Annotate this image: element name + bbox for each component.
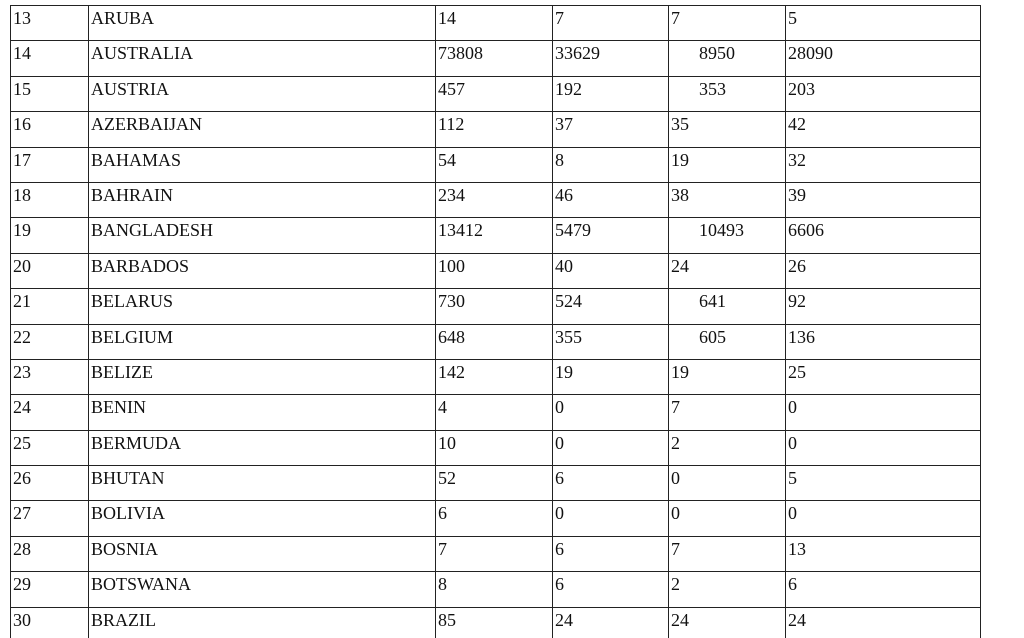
country-name-cell: ARUBA	[89, 6, 436, 41]
value-4-cell: 5	[786, 6, 981, 41]
country-name-cell: BOTSWANA	[89, 572, 436, 607]
value-4-cell: 13	[786, 536, 981, 571]
country-name-cell: BRAZIL	[89, 607, 436, 638]
value-3-cell: 8950	[669, 41, 786, 76]
value-2-cell: 8	[553, 147, 669, 182]
table-row	[11, 253, 981, 288]
row-number-cell: 17	[11, 147, 89, 182]
table-row	[11, 76, 981, 111]
value-4-cell: 39	[786, 182, 981, 217]
value-3-cell: 353	[669, 76, 786, 111]
value-4-cell: 5	[786, 466, 981, 501]
value-4-cell: 6606	[786, 218, 981, 253]
table-row	[11, 324, 981, 359]
country-name-cell: AUSTRIA	[89, 76, 436, 111]
table-row	[11, 572, 981, 607]
country-name-cell: BAHAMAS	[89, 147, 436, 182]
value-2-cell: 19	[553, 359, 669, 394]
table-row	[11, 395, 981, 430]
country-name-cell: AZERBAIJAN	[89, 112, 436, 147]
row-number-cell: 24	[11, 395, 89, 430]
row-number-cell: 27	[11, 501, 89, 536]
value-2-cell: 0	[553, 395, 669, 430]
value-4-cell: 6	[786, 572, 981, 607]
row-number-cell: 16	[11, 112, 89, 147]
value-1-cell: 142	[436, 359, 553, 394]
value-4-cell: 28090	[786, 41, 981, 76]
value-3-cell: 0	[669, 501, 786, 536]
row-number-cell: 26	[11, 466, 89, 501]
value-2-cell: 355	[553, 324, 669, 359]
value-1-cell: 457	[436, 76, 553, 111]
value-1-cell: 73808	[436, 41, 553, 76]
value-1-cell: 14	[436, 6, 553, 41]
table-row	[11, 607, 981, 638]
value-2-cell: 33629	[553, 41, 669, 76]
value-3-cell: 641	[669, 289, 786, 324]
table-row	[11, 41, 981, 76]
row-number-cell: 14	[11, 41, 89, 76]
country-name-cell: BERMUDA	[89, 430, 436, 465]
value-4-cell: 0	[786, 501, 981, 536]
country-name-cell: BOSNIA	[89, 536, 436, 571]
table-body	[11, 6, 981, 638]
value-3-cell: 10493	[669, 218, 786, 253]
value-4-cell: 42	[786, 112, 981, 147]
value-3-cell: 38	[669, 182, 786, 217]
table-row	[11, 289, 981, 324]
value-1-cell: 4	[436, 395, 553, 430]
table-row	[11, 359, 981, 394]
country-name-cell: BANGLADESH	[89, 218, 436, 253]
row-number-cell: 30	[11, 607, 89, 638]
value-2-cell: 524	[553, 289, 669, 324]
value-1-cell: 112	[436, 112, 553, 147]
value-4-cell: 92	[786, 289, 981, 324]
table-row	[11, 430, 981, 465]
value-3-cell: 19	[669, 359, 786, 394]
value-4-cell: 32	[786, 147, 981, 182]
value-1-cell: 8	[436, 572, 553, 607]
value-1-cell: 10	[436, 430, 553, 465]
value-2-cell: 192	[553, 76, 669, 111]
country-name-cell: BELIZE	[89, 359, 436, 394]
country-name-cell: AUSTRALIA	[89, 41, 436, 76]
value-2-cell: 6	[553, 536, 669, 571]
table-row	[11, 536, 981, 571]
row-number-cell: 29	[11, 572, 89, 607]
value-4-cell: 25	[786, 359, 981, 394]
value-1-cell: 7	[436, 536, 553, 571]
country-data-table	[10, 5, 981, 638]
value-2-cell: 7	[553, 6, 669, 41]
value-3-cell: 24	[669, 607, 786, 638]
value-2-cell: 46	[553, 182, 669, 217]
row-number-cell: 13	[11, 6, 89, 41]
value-3-cell: 605	[669, 324, 786, 359]
table-row	[11, 466, 981, 501]
value-3-cell: 2	[669, 572, 786, 607]
country-name-cell: BHUTAN	[89, 466, 436, 501]
value-2-cell: 0	[553, 501, 669, 536]
value-3-cell: 7	[669, 536, 786, 571]
value-1-cell: 100	[436, 253, 553, 288]
row-number-cell: 18	[11, 182, 89, 217]
row-number-cell: 22	[11, 324, 89, 359]
row-number-cell: 19	[11, 218, 89, 253]
row-number-cell: 21	[11, 289, 89, 324]
value-2-cell: 40	[553, 253, 669, 288]
table-row	[11, 501, 981, 536]
value-4-cell: 0	[786, 395, 981, 430]
value-3-cell: 35	[669, 112, 786, 147]
row-number-cell: 15	[11, 76, 89, 111]
value-3-cell: 24	[669, 253, 786, 288]
value-1-cell: 6	[436, 501, 553, 536]
value-1-cell: 234	[436, 182, 553, 217]
value-2-cell: 5479	[553, 218, 669, 253]
value-4-cell: 24	[786, 607, 981, 638]
country-name-cell: BARBADOS	[89, 253, 436, 288]
row-number-cell: 20	[11, 253, 89, 288]
value-4-cell: 26	[786, 253, 981, 288]
table-row	[11, 182, 981, 217]
value-2-cell: 37	[553, 112, 669, 147]
value-3-cell: 0	[669, 466, 786, 501]
value-1-cell: 85	[436, 607, 553, 638]
value-2-cell: 0	[553, 430, 669, 465]
table-row	[11, 6, 981, 41]
value-1-cell: 648	[436, 324, 553, 359]
country-name-cell: BELGIUM	[89, 324, 436, 359]
value-1-cell: 730	[436, 289, 553, 324]
value-3-cell: 2	[669, 430, 786, 465]
value-4-cell: 136	[786, 324, 981, 359]
table-row	[11, 218, 981, 253]
country-name-cell: BOLIVIA	[89, 501, 436, 536]
value-2-cell: 6	[553, 572, 669, 607]
country-name-cell: BELARUS	[89, 289, 436, 324]
country-name-cell: BENIN	[89, 395, 436, 430]
table-row	[11, 147, 981, 182]
value-4-cell: 203	[786, 76, 981, 111]
value-1-cell: 52	[436, 466, 553, 501]
value-4-cell: 0	[786, 430, 981, 465]
country-name-cell: BAHRAIN	[89, 182, 436, 217]
value-2-cell: 6	[553, 466, 669, 501]
value-2-cell: 24	[553, 607, 669, 638]
table-row	[11, 112, 981, 147]
row-number-cell: 28	[11, 536, 89, 571]
value-3-cell: 7	[669, 395, 786, 430]
row-number-cell: 25	[11, 430, 89, 465]
value-1-cell: 13412	[436, 218, 553, 253]
row-number-cell: 23	[11, 359, 89, 394]
value-3-cell: 7	[669, 6, 786, 41]
value-1-cell: 54	[436, 147, 553, 182]
value-3-cell: 19	[669, 147, 786, 182]
